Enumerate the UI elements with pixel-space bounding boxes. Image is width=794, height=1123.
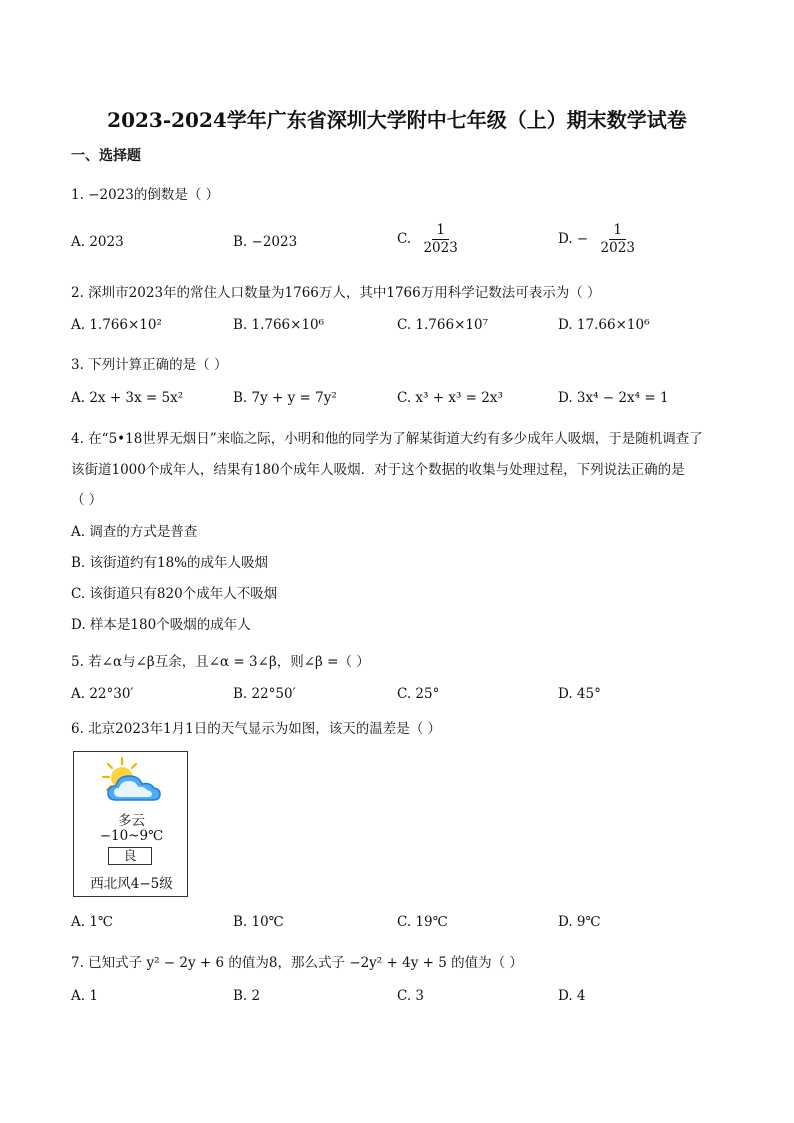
weather-card — [73, 751, 188, 897]
fraction-denominator: 2023 — [600, 240, 635, 256]
q3-option-d: D. 3x⁴ − 2x⁴ = 1 — [558, 390, 669, 406]
q4-option-a: A. 调查的方式是普查 — [71, 524, 198, 540]
question-7: 7. 已知式子 y² − 2y + 6 的值为8，那么式子 −2y² + 4y + 5 的值为（ ） — [71, 955, 523, 971]
q1-option-d-fraction — [597, 222, 639, 257]
q2-option-a: A. 1.766×10² — [71, 317, 162, 333]
q1-option-c-label: C. — [397, 231, 412, 247]
q1-option-a: A. 2023 — [71, 234, 124, 250]
fraction-numerator: 1 — [432, 222, 449, 240]
q6-option-d: D. 9℃ — [558, 914, 601, 930]
q1-option-d-label: D. − — [558, 231, 589, 247]
fraction-numerator: 1 — [609, 222, 626, 240]
question-3: 3. 下列计算正确的是（ ） — [71, 357, 228, 373]
q5-option-b: B. 22°50′ — [233, 686, 296, 702]
q6-option-c: C. 19℃ — [397, 914, 448, 930]
weather-wind: 西北风4−5级 — [90, 876, 173, 892]
q4-option-b: B. 该街道约有18%的成年人吸烟 — [71, 555, 269, 571]
q1-option-c-fraction — [419, 222, 461, 257]
weather-temperature: −10~9℃ — [99, 828, 164, 844]
q5-option-d: D. 45° — [558, 686, 601, 702]
q7-option-d: D. 4 — [558, 988, 586, 1004]
air-quality-badge: 良 — [108, 847, 152, 865]
q3-option-b: B. 7y + y = 7y² — [233, 390, 337, 406]
question-6: 6. 北京2023年1月1日的天气显示为如图，该天的温差是（ ） — [71, 721, 441, 737]
q6-option-a: A. 1℃ — [71, 914, 114, 930]
q7-option-a: A. 1 — [71, 988, 98, 1004]
question-4-line-3: （ ） — [71, 492, 103, 508]
q1-option-b: B. −2023 — [233, 234, 298, 250]
question-4-line-1: 4. 在“5•18世界无烟日”来临之际，小明和他的同学为了解某街道大约有多少成年人吸烟，于是随机调查了 — [71, 431, 703, 447]
q5-option-c: C. 25° — [397, 686, 440, 702]
q1-option-c — [397, 222, 462, 257]
question-4-line-2: 该街道1000个成年人，结果有180个成年人吸烟．对于这个数据的收集与处理过程，下列说法正确的是 — [71, 462, 685, 478]
q5-option-a: A. 22°30′ — [71, 686, 134, 702]
q2-option-b: B. 1.766×10⁶ — [233, 317, 325, 333]
q2-option-c: C. 1.766×10⁷ — [397, 317, 488, 333]
q4-option-d: D. 样本是180个吸烟的成年人 — [71, 617, 251, 633]
q3-option-a: A. 2x + 3x = 5x² — [71, 390, 184, 406]
question-1: 1. −2023的倒数是（ ） — [71, 187, 220, 203]
q1-option-d — [558, 222, 639, 257]
q3-option-c: C. x³ + x³ = 2x³ — [397, 390, 503, 406]
section-heading: 一、选择题 — [71, 148, 141, 164]
q4-option-c: C. 该街道只有820个成年人不吸烟 — [71, 586, 278, 602]
question-2: 2. 深圳市2023年的常住人口数量为1766万人，其中1766万用科学记数法可表示为（ ） — [71, 285, 601, 301]
partly-cloudy-icon — [98, 756, 168, 808]
question-5: 5. 若∠α与∠β互余，且∠α = 3∠β，则∠β =（ ） — [71, 654, 370, 670]
q7-option-c: C. 3 — [397, 988, 425, 1004]
q7-option-b: B. 2 — [233, 988, 261, 1004]
q6-option-b: B. 10℃ — [233, 914, 284, 930]
q2-option-d: D. 17.66×10⁶ — [558, 317, 650, 333]
fraction-denominator: 2023 — [423, 240, 458, 256]
page-title: 2023-2024学年广东省深圳大学附中七年级（上）期末数学试卷 — [107, 108, 687, 132]
weather-condition: 多云 — [118, 813, 145, 829]
